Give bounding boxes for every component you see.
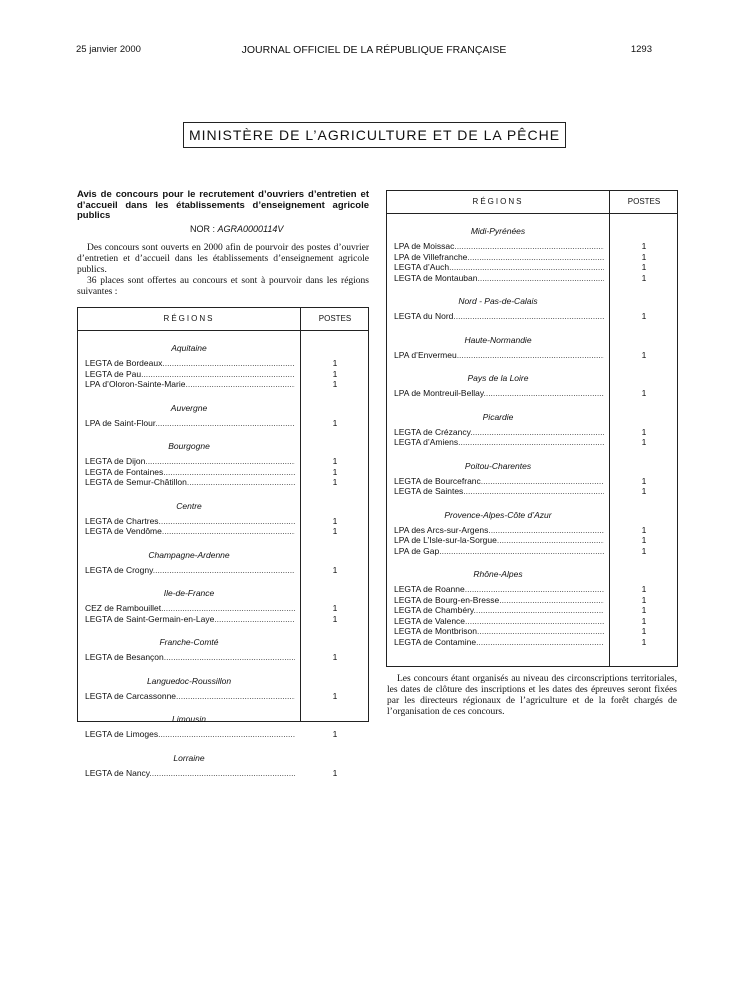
nor-code: AGRA0000114V xyxy=(217,224,284,234)
postes-count: 1 xyxy=(332,564,338,575)
closing-text xyxy=(387,674,677,718)
intro-paragraph: Des concours sont ouverts en 2000 afin de pourvoir des postes d’ouvrier d’entretien et d’accueil dans les établissements d’enseignement agricole publics. xyxy=(77,243,369,275)
postes-count: 1 xyxy=(332,603,338,613)
establishment-label: LEGTA de Carcassonne xyxy=(85,690,177,701)
region-heading: Bourgogne xyxy=(168,441,210,451)
establishment-name xyxy=(85,379,295,390)
region-heading: Rhône-Alpes xyxy=(473,569,523,579)
table-header xyxy=(387,191,677,214)
establishment-name xyxy=(394,584,604,595)
region-heading: Limousin xyxy=(171,714,207,724)
establishment-label: LEGTA de Pau xyxy=(85,368,142,379)
postes-count: 1 xyxy=(332,456,338,466)
postes-count: 1 xyxy=(332,526,338,536)
postes-count: 1 xyxy=(332,417,338,428)
table-row xyxy=(387,273,677,284)
postes-table-right xyxy=(386,190,678,667)
postes-count: 1 xyxy=(641,486,647,496)
establishment-name xyxy=(394,616,604,627)
establishment-label: LEGTA de Vendôme xyxy=(85,526,162,536)
header-postes: POSTES xyxy=(318,314,352,323)
establishment-name xyxy=(394,637,604,648)
establishment-name xyxy=(394,350,604,361)
table-row xyxy=(387,427,677,438)
postes-count: 1 xyxy=(332,652,338,662)
establishment-label: LEGTA de Contamine xyxy=(394,636,477,647)
header-postes: POSTES xyxy=(627,197,661,206)
region-heading: Champagne-Ardenne xyxy=(148,549,230,560)
page-number: 1293 xyxy=(630,44,652,55)
table-row xyxy=(78,565,368,576)
table-row xyxy=(387,626,677,637)
establishment-name xyxy=(85,691,295,702)
table-header xyxy=(78,308,368,331)
region-heading: Midi-Pyrénées xyxy=(470,226,526,236)
establishment-label: LEGTA de Montauban xyxy=(394,272,478,283)
establishment-name xyxy=(85,768,295,779)
establishment-label: LPA des Arcs-sur-Argens xyxy=(394,524,489,535)
table-row xyxy=(78,526,368,537)
postes-count: 1 xyxy=(332,358,338,368)
journal-title: JOURNAL OFFICIEL DE LA RÉPUBLIQUE FRANÇAISE xyxy=(241,44,507,56)
table-row xyxy=(78,418,368,429)
postes-count: 1 xyxy=(641,626,647,636)
establishment-name xyxy=(394,427,604,438)
region-heading: Ile-de-France xyxy=(163,588,215,598)
establishment-label: LEGTA de Bourg-en-Bresse xyxy=(394,594,500,605)
table-row xyxy=(387,546,677,557)
establishment-label: LEGTA de Saintes xyxy=(394,486,464,496)
postes-count: 1 xyxy=(641,241,647,251)
postes-count: 1 xyxy=(641,605,647,615)
establishment-label: LPA de Montreuil-Bellay xyxy=(394,388,484,398)
establishment-label: LEGTA du Nord xyxy=(394,311,454,321)
establishment-name xyxy=(85,603,295,614)
table-body xyxy=(387,213,677,647)
table-row xyxy=(387,486,677,497)
table-row xyxy=(78,768,368,779)
establishment-label: LEGTA de Chartres xyxy=(85,515,159,526)
establishment-name xyxy=(85,456,295,467)
postes-count: 1 xyxy=(641,311,647,321)
header-regions: RÉGIONS xyxy=(472,197,524,206)
postes-count: 1 xyxy=(332,477,338,487)
table-row xyxy=(387,595,677,606)
region-heading: Aquitaine xyxy=(171,343,207,353)
establishment-name xyxy=(85,652,295,663)
establishment-label: LEGTA de Bordeaux xyxy=(85,358,163,368)
postes-count: 1 xyxy=(332,515,338,526)
table-row xyxy=(78,379,368,390)
table-row xyxy=(387,241,677,252)
establishment-label: LPA de Villefranche xyxy=(394,251,468,262)
establishment-name xyxy=(394,311,604,322)
establishment-label: LPA de Saint-Flour xyxy=(85,417,156,428)
establishment-name xyxy=(394,241,604,252)
establishment-label: LEGTA de Fontaines xyxy=(85,466,164,477)
region-heading: Poitou-Charentes xyxy=(464,460,532,471)
table-row xyxy=(78,467,368,478)
establishment-label: LPA d’Envermeu xyxy=(394,349,457,360)
table-row xyxy=(387,437,677,448)
establishment-name xyxy=(394,262,604,273)
table-row xyxy=(78,603,368,614)
establishment-name xyxy=(394,546,604,557)
postes-count: 1 xyxy=(641,594,647,605)
table-row xyxy=(78,456,368,467)
establishment-label: LEGTA de Limoges xyxy=(85,729,159,739)
establishment-name xyxy=(85,729,295,740)
intro-paragraph: 36 places sont offertes au concours et sont à pourvoir dans les régions suivantes : xyxy=(77,276,369,297)
table-row xyxy=(387,311,677,322)
postes-count: 1 xyxy=(332,767,338,778)
postes-count: 1 xyxy=(641,535,647,545)
establishment-name xyxy=(394,605,604,616)
table-row xyxy=(387,605,677,616)
establishment-label: LEGTA de Montbrison xyxy=(394,626,477,636)
establishment-name xyxy=(394,626,604,637)
establishment-label: LEGTA de Crézancy xyxy=(394,426,471,437)
establishment-name xyxy=(85,369,295,380)
postes-count: 1 xyxy=(641,388,647,398)
postes-count: 1 xyxy=(332,379,338,389)
postes-count: 1 xyxy=(641,272,647,283)
region-heading: Languedoc-Roussillon xyxy=(146,675,232,686)
postes-count: 1 xyxy=(332,368,338,379)
region-heading: Franche-Comté xyxy=(159,637,219,647)
establishment-label: LPA de Gap xyxy=(394,545,440,556)
table-row xyxy=(387,525,677,536)
header-regions: RÉGIONS xyxy=(163,314,215,323)
table-row xyxy=(387,637,677,648)
establishment-label: LEGTA de Dijon xyxy=(85,456,146,466)
establishment-name xyxy=(85,418,295,429)
establishment-name xyxy=(394,437,604,448)
table-row xyxy=(78,477,368,488)
establishment-name xyxy=(85,565,295,576)
region-heading: Pays de la Loire xyxy=(467,373,529,383)
postes-table-left xyxy=(77,307,369,778)
establishment-name xyxy=(85,516,295,527)
table-row xyxy=(387,350,677,361)
establishment-name xyxy=(394,535,604,546)
nor-reference xyxy=(190,224,283,234)
region-heading: Provence-Alpes-Côte d’Azur xyxy=(444,509,552,520)
ministry-banner: MINISTÈRE DE L’AGRICULTURE ET DE LA PÊCHE xyxy=(183,122,566,148)
postes-count: 1 xyxy=(641,524,647,535)
region-heading: Haute-Normandie xyxy=(464,334,532,345)
establishment-label: LEGTA de Valence xyxy=(394,615,466,626)
establishment-name xyxy=(85,358,295,369)
postes-count: 1 xyxy=(641,636,647,647)
establishment-label: LEGTA de Besançon xyxy=(85,652,164,662)
postes-count: 1 xyxy=(332,729,338,739)
postes-count: 1 xyxy=(641,475,647,486)
establishment-label: LEGTA de Nancy xyxy=(85,767,150,778)
region-heading: Auvergne xyxy=(170,402,208,413)
table-row xyxy=(78,691,368,702)
intro-text xyxy=(77,243,369,298)
table-row xyxy=(78,516,368,527)
table-row xyxy=(78,369,368,380)
establishment-label: LEGTA de Semur-Châtillon xyxy=(85,477,187,487)
region-heading: Nord - Pas-de-Calais xyxy=(458,296,538,306)
establishment-name xyxy=(85,614,295,625)
establishment-name xyxy=(85,467,295,478)
region-heading: Centre xyxy=(176,500,202,511)
establishment-name xyxy=(394,273,604,284)
postes-count: 1 xyxy=(641,262,647,272)
establishment-label: LEGTA de Bourcefranc xyxy=(394,475,481,486)
postes-count: 1 xyxy=(641,349,647,360)
establishment-label: LEGTA d’Amiens xyxy=(394,437,459,447)
table-row xyxy=(387,535,677,546)
establishment-label: LEGTA de Chambéry xyxy=(394,605,474,615)
table-row xyxy=(387,476,677,487)
region-heading: Picardie xyxy=(482,411,514,422)
postes-count: 1 xyxy=(332,690,338,701)
establishment-name xyxy=(394,388,604,399)
nor-label: NOR : xyxy=(190,224,216,234)
establishment-label: LEGTA de Crogny xyxy=(85,564,153,575)
establishment-name xyxy=(394,476,604,487)
establishment-name xyxy=(394,252,604,263)
establishment-name xyxy=(394,595,604,606)
establishment-label: LPA de Moissac xyxy=(394,241,455,251)
table-row xyxy=(78,358,368,369)
establishment-label: LEGTA d’Auch xyxy=(394,262,450,272)
table-row xyxy=(387,388,677,399)
postes-count: 1 xyxy=(641,584,647,594)
table-row xyxy=(78,614,368,625)
postes-count: 1 xyxy=(641,437,647,447)
postes-count: 1 xyxy=(641,545,647,556)
table-row xyxy=(387,616,677,627)
establishment-name xyxy=(394,525,604,536)
establishment-label: LEGTA de Roanne xyxy=(394,584,465,594)
establishment-label: CEZ de Rambouillet xyxy=(85,603,162,613)
table-row xyxy=(78,652,368,663)
postes-count: 1 xyxy=(641,251,647,262)
establishment-name xyxy=(85,526,295,537)
establishment-name xyxy=(394,486,604,497)
header-date: 25 janvier 2000 xyxy=(76,44,141,55)
postes-count: 1 xyxy=(641,615,647,626)
closing-paragraph: Les concours étant organisés au niveau des circonscriptions territoriales, les dates de clôture des inscriptions et les dates des épreuves seront fixées par les directeurs régionaux de l’agriculture et de la forêt chargés de l’organisation de ces concours. xyxy=(387,674,677,717)
postes-count: 1 xyxy=(332,466,338,477)
region-heading: Lorraine xyxy=(173,752,205,763)
table-row xyxy=(387,584,677,595)
establishment-label: LEGTA de Saint-Germain-en-Laye xyxy=(85,613,215,624)
establishment-name xyxy=(85,477,295,488)
table-row xyxy=(387,262,677,273)
establishment-label: LPA de L’Isle-sur-la-Sorgue xyxy=(394,535,497,545)
table-body xyxy=(78,330,368,778)
table-row xyxy=(78,729,368,740)
postes-count: 1 xyxy=(641,426,647,437)
avis-title: Avis de concours pour le recrutement d’ouvriers d’entretien et d’accueil dans les établissements d’enseignement agricole publics xyxy=(77,189,369,221)
establishment-label: LPA d’Oloron-Sainte-Marie xyxy=(85,379,186,389)
table-row xyxy=(387,252,677,263)
postes-count: 1 xyxy=(332,613,338,624)
